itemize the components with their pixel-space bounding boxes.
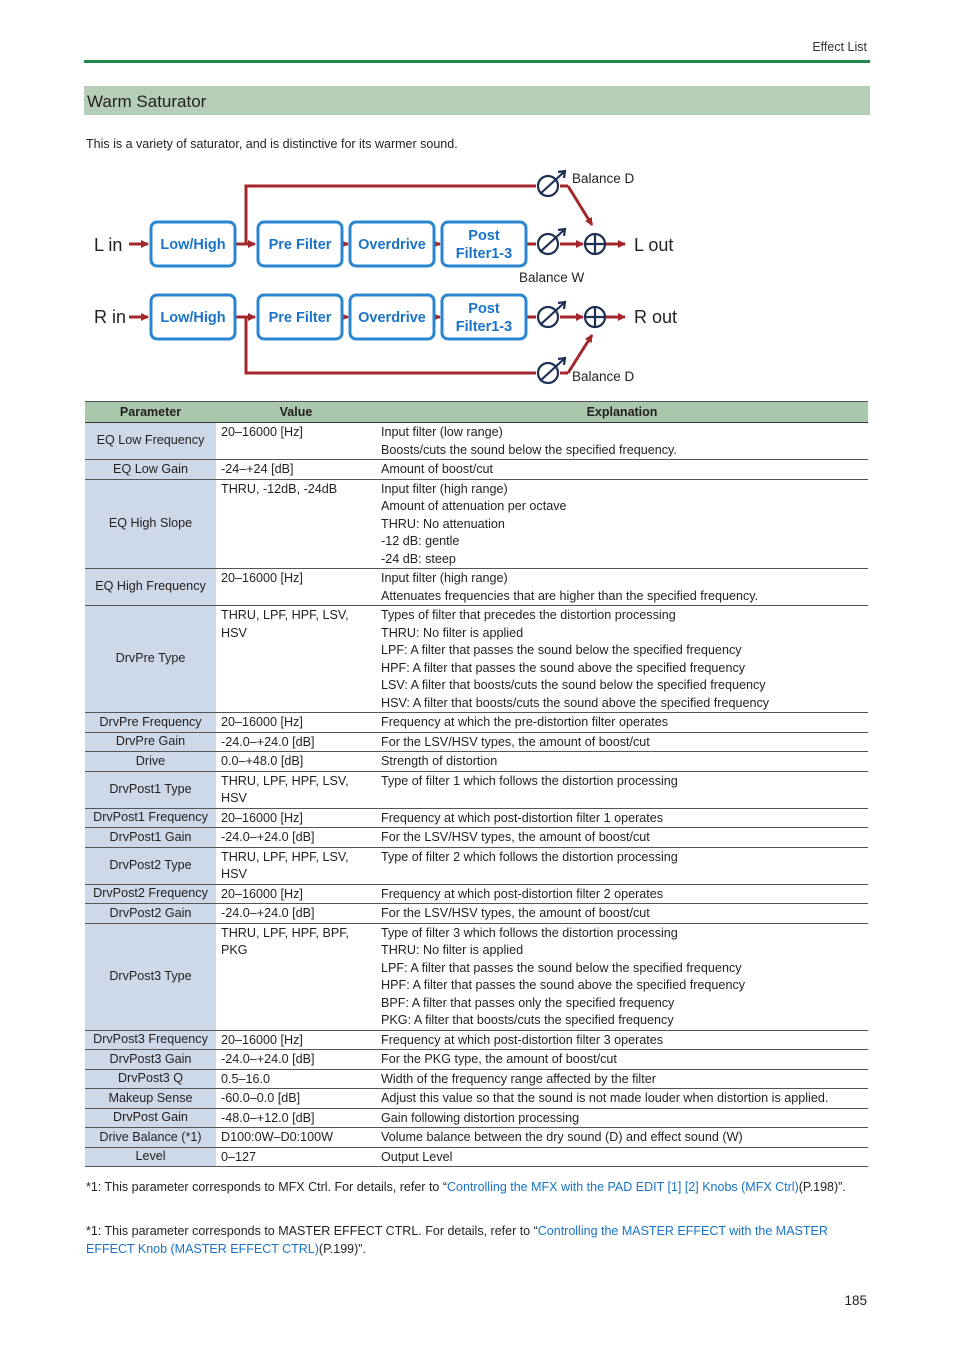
param-name: DrvPost1 Frequency [85,808,216,828]
table-row [85,479,868,569]
table-row [85,808,868,828]
table-row [85,847,868,884]
block-post-filter-l-line2: Filter1-3 [455,246,513,262]
param-value: THRU, LPF, HPF, LSV, HSV [216,771,376,808]
label-r-in: R in [94,307,127,327]
block-overdrive-l: Overdrive [358,237,426,253]
param-value: 20–16000 [Hz] [216,713,376,733]
param-name: DrvPost2 Frequency [85,884,216,904]
param-explanation [376,923,868,1030]
table-row [85,713,868,733]
balance-d-top-knob-icon [538,171,565,196]
param-value: -24.0–+24.0 [dB] [216,828,376,848]
table-row [85,569,868,606]
param-explanation [376,713,868,733]
param-explanation [376,423,868,460]
explanation-line: -24 dB: steep [381,551,456,566]
param-value: THRU, LPF, HPF, LSV, HSV [216,847,376,884]
param-explanation [376,606,868,713]
explanation-line: LPF: A filter that passes the sound below the specified frequency [381,643,742,657]
block-pre-filter-l: Pre Filter [268,237,332,253]
footnote-master-suffix: (P.199)”. [318,1241,366,1256]
balance-d-bottom-knob-icon [538,358,565,383]
explanation-line: For the LSV/HSV types, the amount of boost/cut [381,734,650,749]
parameter-table [85,401,868,1167]
explanation-line: Adjust this value so that the sound is not made louder when distortion is applied. [381,1091,829,1105]
explanation-line: Types of filter that precedes the distortion processing [381,608,676,622]
table-row [85,923,868,1030]
param-name: DrvPost1 Gain [85,828,216,848]
explanation-line: HPF: A filter that passes the sound above the specified frequency [381,660,746,675]
label-r-out: R out [634,307,678,327]
param-value: -24–+24 [dB] [216,460,376,480]
explanation-line: LSV: A filter that boosts/cuts the sound below the specified frequency [381,678,766,692]
param-name: Drive [85,752,216,772]
param-value: THRU, LPF, HPF, BPF, PKG [216,923,376,1030]
param-value: 20–16000 [Hz] [216,884,376,904]
param-name: DrvPost3 Gain [85,1050,216,1070]
param-explanation [376,479,868,569]
explanation-line: THRU: No filter is applied [381,943,524,957]
explanation-line: -12 dB: gentle [381,534,460,548]
param-value: THRU, LPF, HPF, LSV, HSV [216,606,376,713]
table-row [85,1147,868,1167]
explanation-line: For the LSV/HSV types, the amount of boost/cut [381,830,650,844]
explanation-line: Frequency at which post-distortion filter 2 operates [381,886,664,901]
param-value: 20–16000 [Hz] [216,569,376,606]
param-explanation [376,1089,868,1109]
block-pre-filter-r: Pre Filter [268,310,332,326]
table-row [85,732,868,752]
link-mfx-ctrl[interactable]: Controlling the MFX with the PAD EDIT [1] [2] Knobs (MFX Ctrl) [447,1180,799,1194]
explanation-line: BPF: A filter that passes only the specified frequency [381,995,675,1010]
param-explanation [376,904,868,924]
explanation-line: Volume balance between the dry sound (D) and effect sound (W) [381,1130,743,1144]
param-value: -24.0–+24.0 [dB] [216,904,376,924]
param-value: 20–16000 [Hz] [216,423,376,460]
param-name: DrvPre Gain [85,732,216,752]
param-name: DrvPost1 Type [85,771,216,808]
explanation-line: PKG: A filter that boosts/cuts the specified frequency [381,1013,674,1027]
block-low-high-l: Low/High [160,237,226,253]
param-explanation [376,1069,868,1089]
table-row [85,1069,868,1089]
param-explanation [376,847,868,884]
label-l-in: L in [94,235,123,255]
explanation-line: Strength of distortion [381,754,498,768]
table-row [85,1108,868,1128]
param-name: EQ Low Frequency [85,423,216,460]
param-name: DrvPost3 Type [85,923,216,1030]
explanation-line: Type of filter 3 which follows the distortion processing [381,925,678,940]
param-explanation [376,828,868,848]
param-value: 0.5–16.0 [216,1069,376,1089]
param-explanation [376,1108,868,1128]
label-l-out: L out [634,235,674,255]
footnote-master-prefix: *1: This parameter corresponds to MASTER EFFECT CTRL. For details, refer to “ [86,1224,538,1238]
block-low-high-r: Low/High [160,310,226,326]
param-value: -48.0–+12.0 [dB] [216,1108,376,1128]
param-value: 20–16000 [Hz] [216,808,376,828]
param-name: DrvPost2 Gain [85,904,216,924]
param-name: EQ High Slope [85,479,216,569]
explanation-line: Attenuates frequencies that are higher than the specified frequency. [381,588,759,603]
param-name: EQ Low Gain [85,460,216,480]
footnote-mfx-prefix: *1: This parameter corresponds to MFX Ctrl. For details, refer to “ [86,1180,448,1194]
table-row [85,1050,868,1070]
footnote-master-effect [86,1223,856,1258]
table-row [85,752,868,772]
mixer-r-icon [585,307,605,327]
section-title: Warm Saturator [84,86,870,115]
param-explanation [376,1030,868,1050]
explanation-line: LPF: A filter that passes the sound below the specified frequency [381,960,742,975]
param-explanation [376,752,868,772]
label-balance-d-top: Balance D [572,171,635,186]
explanation-line: Input filter (high range) [381,481,508,496]
param-value: -24.0–+24.0 [dB] [216,732,376,752]
mixer-l-icon [585,234,605,254]
explanation-line: HPF: A filter that passes the sound above the specified frequency [381,978,746,992]
param-value: 0.0–+48.0 [dB] [216,752,376,772]
param-value: D100:0W–D0:100W [216,1128,376,1148]
explanation-line: For the LSV/HSV types, the amount of boost/cut [381,906,650,920]
explanation-line: THRU: No filter is applied [381,625,524,640]
signal-flow-diagram [84,163,684,393]
param-explanation [376,460,868,480]
table-row [85,1030,868,1050]
block-overdrive-r: Overdrive [358,310,426,326]
param-explanation [376,1050,868,1070]
param-name: DrvPost3 Frequency [85,1030,216,1050]
table-row [85,423,868,460]
col-header-explanation: Explanation [376,402,868,423]
param-name: Makeup Sense [85,1089,216,1109]
col-header-parameter: Parameter [85,402,216,423]
balance-w-r-knob-icon [538,302,565,327]
param-explanation [376,808,868,828]
param-explanation [376,1147,868,1167]
block-post-filter-r-line1: Post [468,301,500,317]
balance-w-l-knob-icon [538,229,565,254]
explanation-line: Frequency at which post-distortion filter 1 operates [381,810,664,825]
param-explanation [376,771,868,808]
table-row [85,1128,868,1148]
param-name: Level [85,1147,216,1167]
param-explanation [376,1128,868,1148]
explanation-line: THRU: No attenuation [381,516,505,531]
explanation-line: Type of filter 2 which follows the distortion processing [381,849,678,864]
footnote-mfx-suffix: (P.198)”. [798,1180,846,1194]
label-balance-d-bottom: Balance D [572,369,635,384]
col-header-value: Value [216,402,376,423]
param-explanation [376,884,868,904]
label-balance-w: Balance W [519,270,585,285]
param-name: DrvPre Frequency [85,713,216,733]
param-name: EQ High Frequency [85,569,216,606]
param-name: DrvPost2 Type [85,847,216,884]
param-value: -60.0–0.0 [dB] [216,1089,376,1109]
param-name: Drive Balance (*1) [85,1128,216,1148]
block-post-filter-l-line1: Post [468,228,500,244]
param-name: DrvPost Gain [85,1108,216,1128]
param-name: DrvPre Type [85,606,216,713]
block-post-filter-r-line2: Filter1-3 [455,319,513,335]
param-value: 0–127 [216,1147,376,1167]
param-name: DrvPost3 Q [85,1069,216,1089]
explanation-line: Frequency at which post-distortion filter 3 operates [381,1032,664,1047]
param-explanation [376,732,868,752]
explanation-line: Frequency at which the pre-distortion filter operates [381,715,668,729]
header-label: Effect List [812,40,867,54]
table-row [85,460,868,480]
explanation-line: Amount of attenuation per octave [381,499,567,513]
param-value: THRU, -12dB, -24dB [216,479,376,569]
param-explanation [376,569,868,606]
table-row [85,1089,868,1109]
intro-text: This is a variety of saturator, and is distinctive for its warmer sound. [86,137,458,151]
explanation-line: Amount of boost/cut [381,462,494,476]
explanation-line: Input filter (low range) [381,425,503,439]
page-number: 185 [844,1293,867,1308]
explanation-line: For the PKG type, the amount of boost/cut [381,1052,617,1066]
table-row [85,606,868,713]
explanation-line: Input filter (high range) [381,571,508,585]
table-row [85,884,868,904]
table-row [85,771,868,808]
explanation-line: Boosts/cuts the sound below the specified frequency. [381,442,677,457]
link-master-effect-ctrl[interactable]: Controlling the MASTER EFFECT with the MASTER EFFECT Knob (MASTER EFFECT CTRL) [86,1224,828,1256]
explanation-line: Gain following distortion processing [381,1110,580,1125]
table-row [85,904,868,924]
footnote-mfx [86,1179,856,1197]
param-value: -24.0–+24.0 [dB] [216,1050,376,1070]
param-value: 20–16000 [Hz] [216,1030,376,1050]
explanation-line: Output Level [381,1149,453,1164]
explanation-line: Type of filter 1 which follows the distortion processing [381,773,678,788]
explanation-line: Width of the frequency range affected by the filter [381,1071,656,1086]
header-rule [84,60,870,63]
table-row [85,828,868,848]
explanation-line: HSV: A filter that boosts/cuts the sound above the specified frequency [381,695,770,710]
